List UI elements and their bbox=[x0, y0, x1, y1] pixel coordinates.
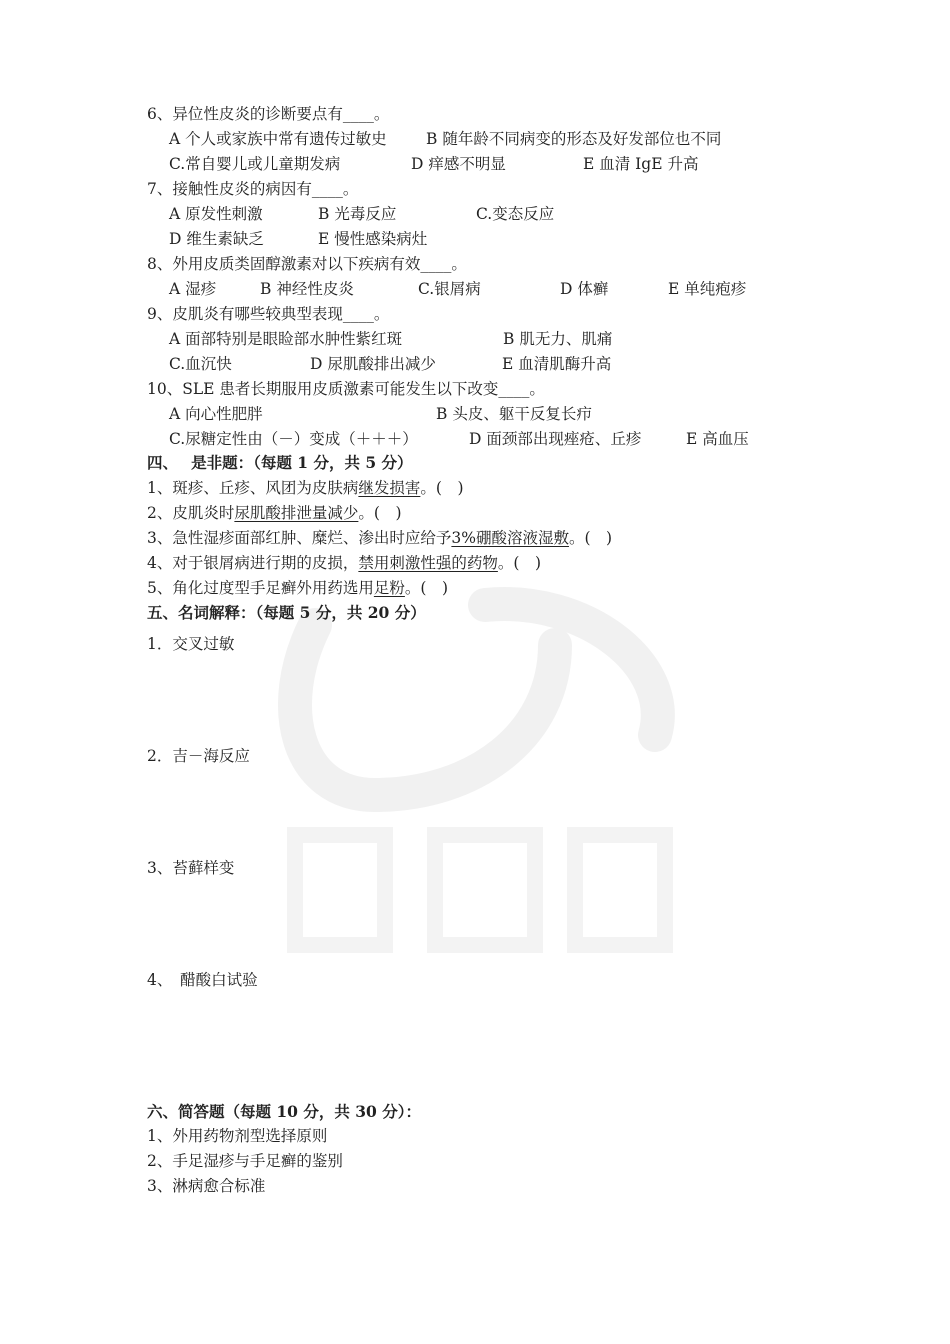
tf-item-4-text: 4、对于银屑病进行期的皮损， bbox=[147, 554, 359, 572]
question-10-option-c: C.尿糖定性由（－）变成（＋＋＋） bbox=[169, 430, 418, 448]
question-10-option-e: E 高血压 bbox=[686, 430, 749, 448]
question-7-option-e: E 慢性感染病灶 bbox=[318, 230, 428, 248]
tf-item-4-answer-slot: 。( ) bbox=[497, 554, 541, 572]
question-10-stem: 10、SLE 患者长期服用皮质激素可能发生以下改变____。 bbox=[147, 380, 545, 398]
term-item-3: 3、苔藓样变 bbox=[147, 859, 235, 877]
tf-item-2-answer-slot: 。( ) bbox=[358, 504, 402, 522]
question-9-option-c: C.血沉快 bbox=[169, 355, 232, 373]
section-4-title: 四、 是非题：（每题 1 分，共 5 分） bbox=[147, 453, 413, 472]
question-10-option-a: A 向心性肥胖 bbox=[169, 405, 263, 423]
tf-item-3 bbox=[147, 528, 612, 548]
question-10-option-d: D 面颈部出现痤疮、丘疹 bbox=[469, 430, 642, 448]
question-8-option-c: C.银屑病 bbox=[418, 280, 481, 298]
question-7-stem: 7、接触性皮炎的病因有____。 bbox=[147, 180, 359, 198]
short-answer-item-3: 3、淋病愈合标准 bbox=[147, 1177, 266, 1195]
question-9-stem: 9、皮肌炎有哪些较典型表现____。 bbox=[147, 305, 390, 323]
question-6-option-b: B 随年龄不同病变的形态及好发部位也不同 bbox=[426, 130, 722, 148]
tf-item-5-answer-slot: 。( ) bbox=[404, 579, 448, 597]
question-9-option-a: A 面部特别是眼睑部水肿性紫红斑 bbox=[169, 330, 403, 348]
tf-item-2-text: 2、皮肌炎时 bbox=[147, 504, 235, 522]
section-5-title: 五、名词解释：（每题 5 分，共 20 分） bbox=[147, 603, 426, 622]
tf-item-4-underlined: 禁用刺激性强的药物 bbox=[358, 554, 498, 572]
question-7-option-b: B 光毒反应 bbox=[318, 205, 397, 223]
question-6-option-e: E 血清 IgE 升高 bbox=[583, 155, 699, 173]
tf-item-2 bbox=[147, 503, 402, 523]
question-7-option-d: D 维生素缺乏 bbox=[169, 230, 264, 248]
question-8-option-d: D 体癣 bbox=[560, 280, 609, 298]
question-7-option-a: A 原发性刺激 bbox=[169, 205, 263, 223]
section-6-title: 六、简答题（每题 10 分，共 30 分）： bbox=[147, 1102, 421, 1121]
question-8-stem: 8、外用皮质类固醇激素对以下疾病有效____。 bbox=[147, 255, 467, 273]
question-6-option-a: A 个人或家族中常有遗传过敏史 bbox=[169, 130, 387, 148]
tf-item-3-answer-slot: 。( ) bbox=[568, 529, 613, 547]
question-8-option-b: B 神经性皮炎 bbox=[260, 280, 354, 298]
short-answer-item-1: 1、外用药物剂型选择原则 bbox=[147, 1127, 328, 1145]
question-8-option-e: E 单纯疱疹 bbox=[668, 280, 747, 298]
question-9-option-d: D 尿肌酸排出减少 bbox=[310, 355, 436, 373]
question-6-stem: 6、异位性皮炎的诊断要点有____。 bbox=[147, 105, 390, 123]
question-8-option-a: A 湿疹 bbox=[169, 280, 217, 298]
tf-item-5-text: 5、角化过度型手足癣外用药选用 bbox=[147, 579, 374, 597]
short-answer-item-2: 2、手足湿疹与手足癣的鉴别 bbox=[147, 1152, 343, 1170]
term-item-1: 1．交叉过敏 bbox=[147, 635, 235, 653]
question-9-option-e: E 血清肌酶升高 bbox=[502, 355, 612, 373]
term-item-4: 4、 醋酸白试验 bbox=[147, 971, 258, 989]
term-item-2: 2．吉－海反应 bbox=[147, 747, 250, 765]
question-6-option-c: C.常自婴儿或儿童期发病 bbox=[169, 155, 341, 173]
question-10-option-b: B 头皮、躯干反复长疖 bbox=[436, 405, 592, 423]
tf-item-3-underlined: 3%硼酸溶液湿敷 bbox=[451, 529, 569, 547]
tf-item-2-underlined: 尿肌酸排泄量减少 bbox=[234, 504, 359, 522]
tf-item-1-text: 1、斑疹、丘疹、风团为皮肤病 bbox=[147, 479, 359, 497]
tf-item-5 bbox=[147, 578, 448, 598]
tf-item-3-text: 3、急性湿疹面部红肿、糜烂、渗出时应给予 bbox=[147, 529, 452, 547]
watermark-logo bbox=[255, 585, 695, 965]
question-9-option-b: B 肌无力、肌痛 bbox=[503, 330, 613, 348]
tf-item-1-underlined: 继发损害 bbox=[358, 479, 421, 497]
question-6-option-d: D 痒感不明显 bbox=[411, 155, 506, 173]
tf-item-5-underlined: 足粉 bbox=[373, 579, 405, 597]
question-7-option-c: C.变态反应 bbox=[476, 205, 555, 223]
tf-item-4 bbox=[147, 553, 541, 573]
tf-item-1 bbox=[147, 478, 464, 498]
tf-item-1-answer-slot: 。( ) bbox=[420, 479, 464, 497]
